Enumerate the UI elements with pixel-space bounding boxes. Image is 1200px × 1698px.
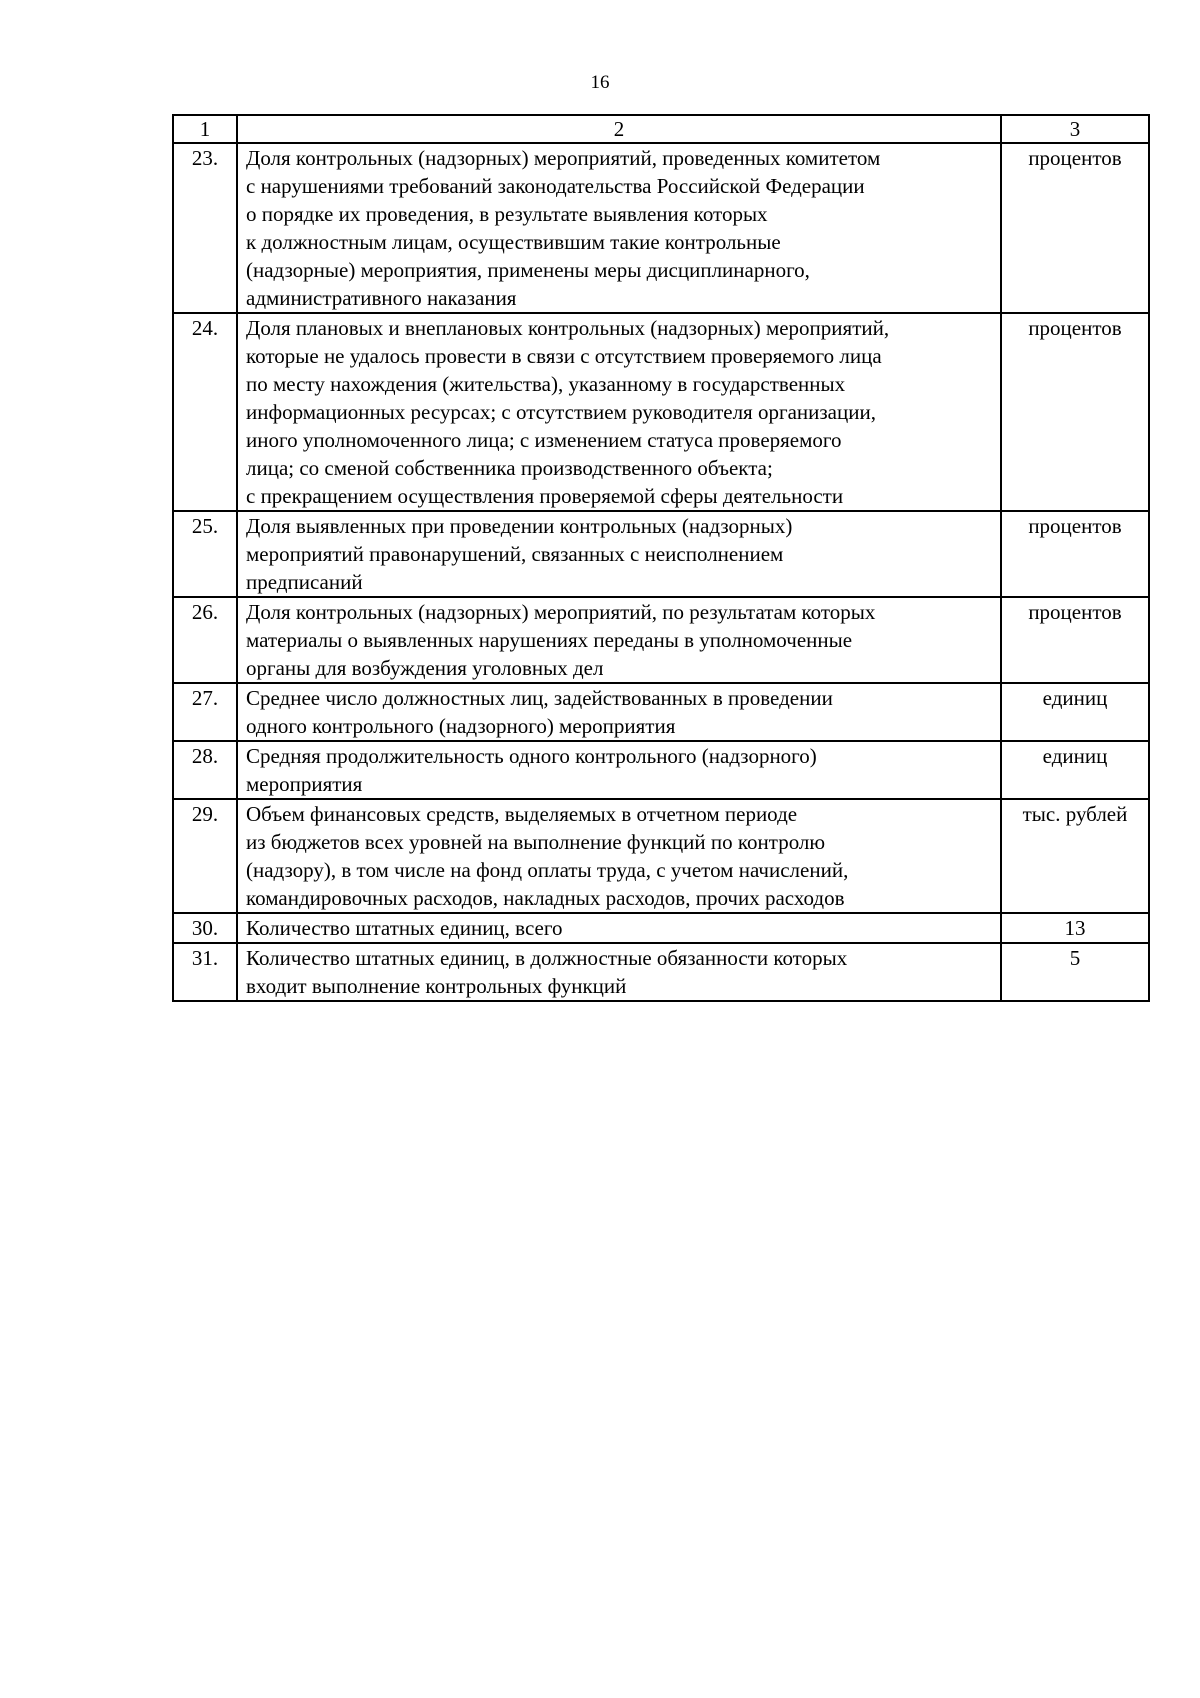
row-description	[237, 683, 1001, 741]
description-line: Доля контрольных (надзорных) мероприятий, проведенных комитетом	[246, 146, 881, 170]
table-row	[173, 597, 1149, 683]
description-line: входит выполнение контрольных функций	[246, 974, 627, 998]
description-line: с нарушениями требований законодательства Российской Федерации	[246, 174, 865, 198]
row-unit: 5	[1001, 943, 1149, 1001]
description-line: из бюджетов всех уровней на выполнение функций по контролю	[246, 830, 826, 854]
row-description	[237, 913, 1001, 943]
row-description	[237, 741, 1001, 799]
description-line: лица; со сменой собственника производственного объекта;	[246, 456, 773, 480]
row-unit: 13	[1001, 913, 1149, 943]
row-description	[237, 143, 1001, 313]
description-line: иного уполномоченного лица; с изменением статуса проверяемого	[246, 428, 842, 452]
table-row	[173, 799, 1149, 913]
description-line: материалы о выявленных нарушениях переданы в уполномоченные	[246, 628, 853, 652]
description-line: предписаний	[246, 570, 363, 594]
description-line: Объем финансовых средств, выделяемых в отчетном периоде	[246, 802, 798, 826]
table-row	[173, 313, 1149, 511]
description-line: Доля выявленных при проведении контрольных (надзорных)	[246, 514, 793, 538]
row-unit: процентов	[1001, 143, 1149, 313]
row-description	[237, 597, 1001, 683]
row-number: 23.	[173, 143, 237, 313]
row-description	[237, 313, 1001, 511]
description-line: мероприятия	[246, 772, 363, 796]
row-number: 30.	[173, 913, 237, 943]
description-line: административного наказания	[246, 286, 517, 310]
description-line: Средняя продолжительность одного контрольного (надзорного)	[246, 744, 817, 768]
row-unit: единиц	[1001, 683, 1149, 741]
table-row	[173, 913, 1149, 943]
description-line: Количество штатных единиц, в должностные обязанности которых	[246, 946, 848, 970]
row-unit: единиц	[1001, 741, 1149, 799]
row-number: 26.	[173, 597, 237, 683]
row-number: 31.	[173, 943, 237, 1001]
header-cell-3: 3	[1001, 115, 1149, 143]
description-line: Среднее число должностных лиц, задействованных в проведении	[246, 686, 833, 710]
description-line: с прекращением осуществления проверяемой сферы деятельности	[246, 484, 844, 508]
description-line: (надзорные) мероприятия, применены меры дисциплинарного,	[246, 258, 810, 282]
table-row	[173, 143, 1149, 313]
table-row	[173, 511, 1149, 597]
description-line: о порядке их проведения, в результате выявления которых	[246, 202, 768, 226]
table-row	[173, 741, 1149, 799]
header-cell-2: 2	[237, 115, 1001, 143]
row-description	[237, 511, 1001, 597]
description-line: информационных ресурсах; с отсутствием руководителя организации,	[246, 400, 876, 424]
row-number: 29.	[173, 799, 237, 913]
header-cell-1: 1	[173, 115, 237, 143]
row-unit: процентов	[1001, 313, 1149, 511]
table-header-row	[173, 115, 1149, 143]
table-row	[173, 683, 1149, 741]
description-line: по месту нахождения (жительства), указанному в государственных	[246, 372, 846, 396]
description-line: Количество штатных единиц, всего	[246, 916, 563, 940]
row-unit: процентов	[1001, 511, 1149, 597]
table-row	[173, 943, 1149, 1001]
page-number: 16	[590, 72, 610, 93]
description-line: одного контрольного (надзорного) мероприятия	[246, 714, 676, 738]
row-description	[237, 943, 1001, 1001]
row-description	[237, 799, 1001, 913]
row-number: 25.	[173, 511, 237, 597]
description-line: командировочных расходов, накладных расходов, прочих расходов	[246, 886, 845, 910]
row-number: 24.	[173, 313, 237, 511]
row-unit: тыс. рублей	[1001, 799, 1149, 913]
row-number: 27.	[173, 683, 237, 741]
description-line: мероприятий правонарушений, связанных с неисполнением	[246, 542, 784, 566]
description-line: которые не удалось провести в связи с отсутствием проверяемого лица	[246, 344, 882, 368]
description-line: органы для возбуждения уголовных дел	[246, 656, 604, 680]
indicators-table	[172, 114, 1150, 1002]
row-unit: процентов	[1001, 597, 1149, 683]
description-line: к должностным лицам, осуществившим такие контрольные	[246, 230, 781, 254]
row-number: 28.	[173, 741, 237, 799]
description-line: (надзору), в том числе на фонд оплаты труда, с учетом начислений,	[246, 858, 849, 882]
description-line: Доля контрольных (надзорных) мероприятий, по результатам которых	[246, 600, 876, 624]
description-line: Доля плановых и внеплановых контрольных (надзорных) мероприятий,	[246, 316, 890, 340]
